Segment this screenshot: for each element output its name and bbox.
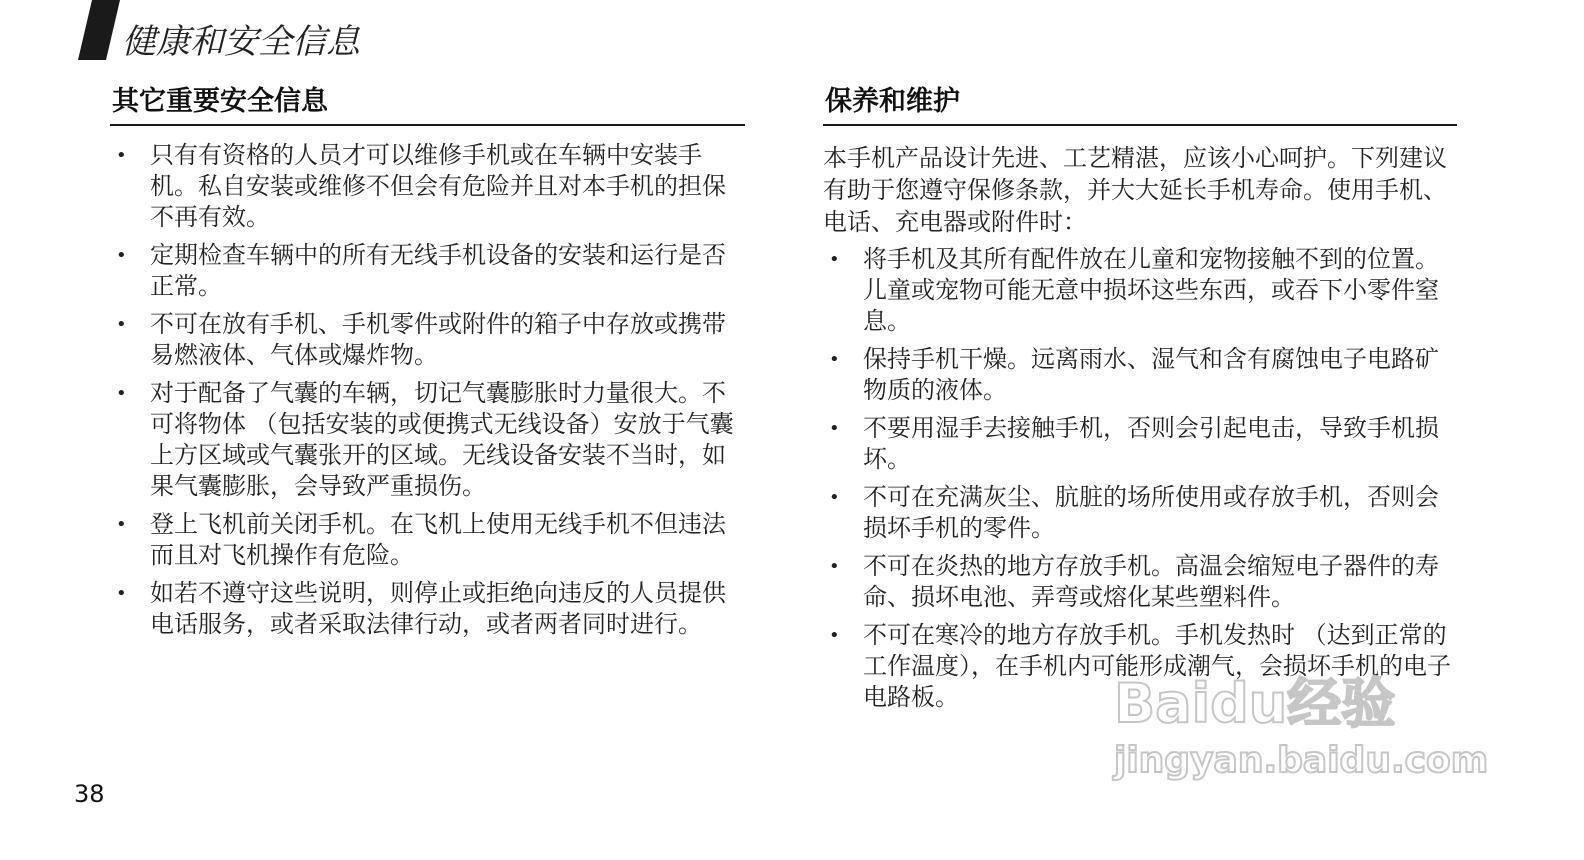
list-item: • 只有有资格的人员才可以维修手机或在车辆中安装手机。私自安装或维修不但会有危险并且对本手机的担保不再有效。 — [116, 141, 726, 231]
right-bullet-list — [823, 244, 1457, 713]
left-bullet-list — [110, 140, 745, 640]
list-item: • 如若不遵守这些说明，则停止或拒绝向违反的人员提供电话服务，或者采取法律行动，或者两者同时进行。 — [116, 579, 726, 638]
watermark-brand-text: Baidu经验 — [1114, 672, 1396, 735]
watermark-url-text: jingyan.baidu.com — [1114, 740, 1488, 781]
list-item: • 不可在炎热的地方存放手机。高温会缩短电子器件的寿命、损坏电池、弄弯或熔化某些塑料件。 — [829, 552, 1439, 611]
list-item: • 不可在充满灰尘、肮脏的场所使用或存放手机，否则会损坏手机的零件。 — [829, 483, 1439, 542]
bullet-icon: • — [116, 514, 127, 535]
left-column — [110, 86, 745, 647]
right-heading: 保养和维护 — [823, 86, 1457, 126]
list-item: • 不可在寒冷的地方存放手机。手机发热时 （达到正常的工作温度），在手机内可能形成潮气，会损坏手机的电子电路板。 — [829, 621, 1451, 711]
header-accent-bar — [78, 0, 120, 60]
right-column — [823, 86, 1457, 720]
bullet-icon: • — [829, 249, 840, 270]
bullet-icon: • — [116, 314, 127, 335]
left-heading: 其它重要安全信息 — [110, 86, 745, 126]
list-item: • 不可在放有手机、手机零件或附件的箱子中存放或携带易燃液体、气体或爆炸物。 — [116, 310, 726, 369]
bullet-icon: • — [829, 625, 840, 646]
page-number: 38 — [74, 780, 105, 808]
list-item: • 登上飞机前关闭手机。在飞机上使用无线手机不但违法而且对飞机操作有危险。 — [116, 510, 726, 569]
bullet-icon: • — [829, 556, 840, 577]
list-item: • 将手机及其所有配件放在儿童和宠物接触不到的位置。儿童或宠物可能无意中损坏这些东西，或吞下小零件窒息。 — [829, 245, 1439, 335]
list-item: • 对于配备了气囊的车辆，切记气囊膨胀时力量很大。不可将物体 （包括安装的或便携式无线设备）安放于气囊上方区域或气囊张开的区域。无线设备安装不当时，如果气囊膨胀，会导致严重损伤。 — [116, 379, 734, 500]
list-item: • 定期检查车辆中的所有无线手机设备的安装和运行是否正常。 — [116, 241, 726, 300]
right-intro-paragraph: 本手机产品设计先进、工艺精湛，应该小心呵护。下列建议有助于您遵守保修条款，并大大延长手机寿命。使用手机、电话、充电器或附件时： — [823, 144, 1447, 236]
bullet-icon: • — [829, 349, 840, 370]
bullet-icon: • — [116, 583, 127, 604]
bullet-icon: • — [116, 145, 127, 166]
bullet-icon: • — [116, 245, 127, 266]
section-label: 健康和安全信息 — [122, 22, 360, 62]
bullet-icon: • — [829, 418, 840, 439]
list-item: • 保持手机干燥。远离雨水、湿气和含有腐蚀电子电路矿物质的液体。 — [829, 345, 1439, 404]
list-item: • 不要用湿手去接触手机，否则会引起电击，导致手机损坏。 — [829, 414, 1439, 473]
bullet-icon: • — [829, 487, 840, 508]
bullet-icon: • — [116, 383, 127, 404]
